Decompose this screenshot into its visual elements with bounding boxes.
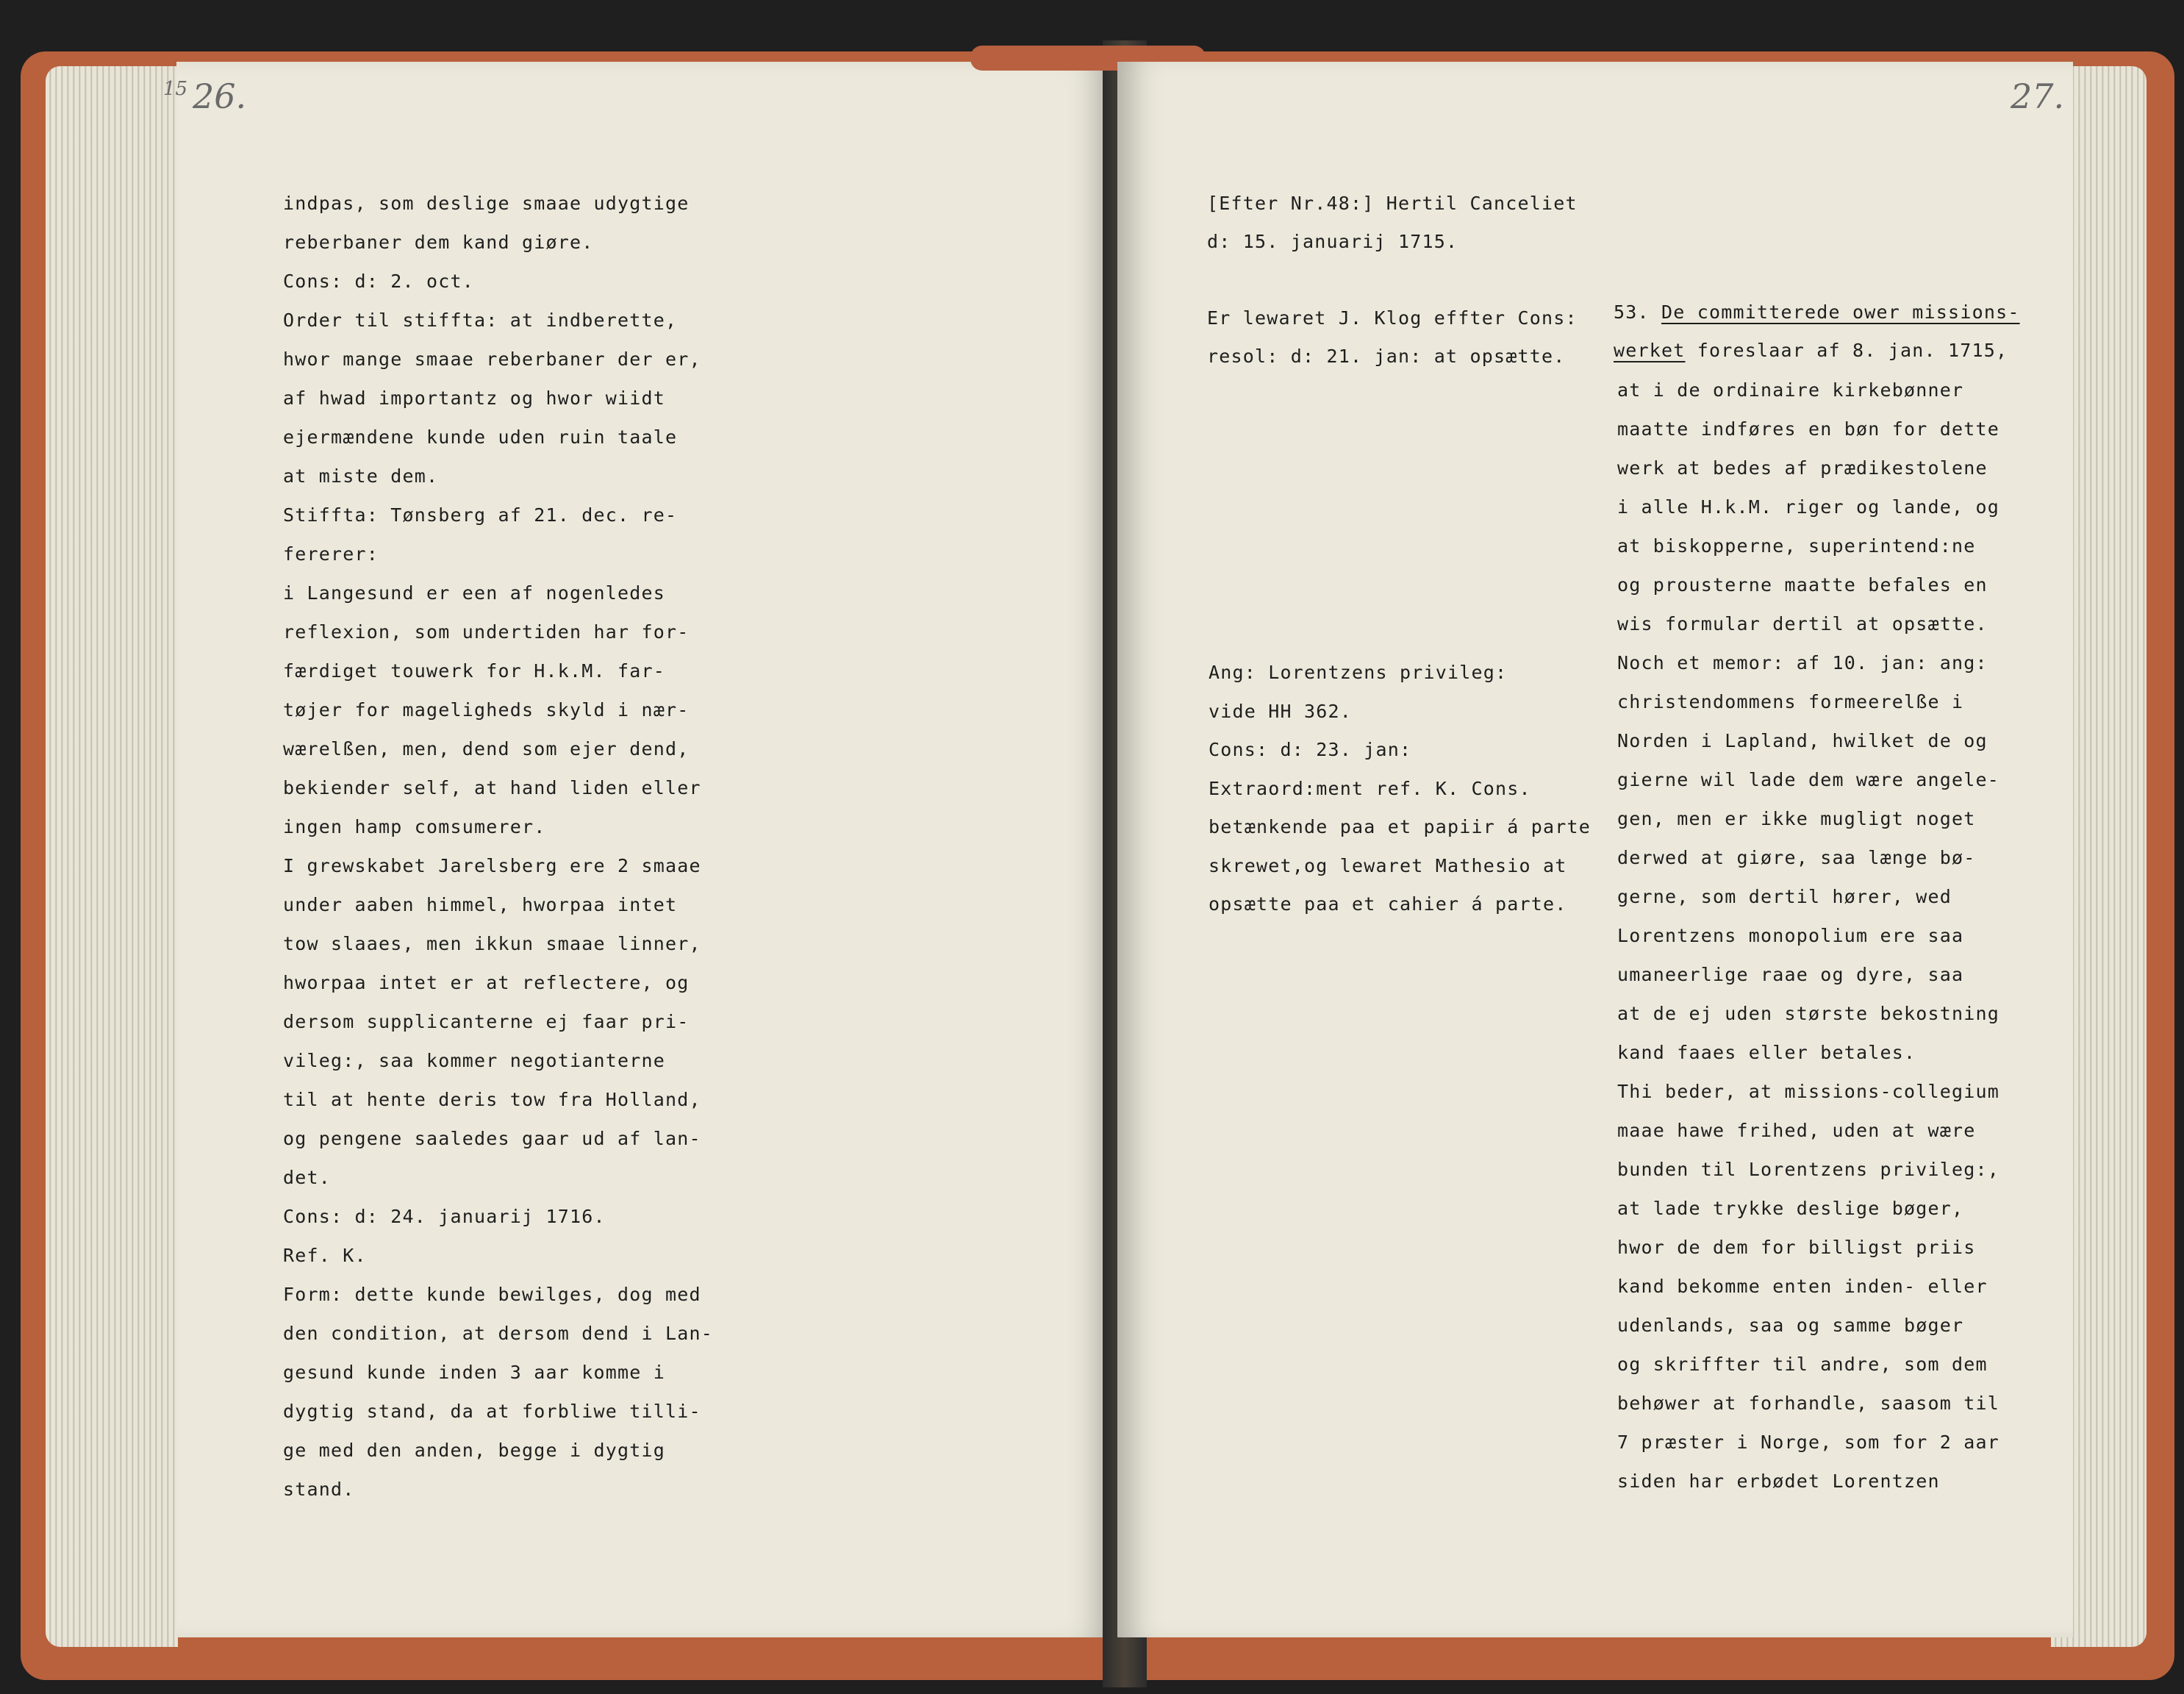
text-line: Noch et memor: af 10. jan: ang: (1617, 652, 1988, 673)
text-line: resol: d: 21. jan: at opsætte. (1207, 346, 1566, 367)
page-edges-left (46, 66, 178, 1647)
text-line: reberbaner dem kand giøre. (283, 232, 594, 253)
text-line: stand. (283, 1479, 355, 1500)
text-line: Extraord:ment ref. K. Cons. (1209, 777, 1531, 799)
page-number-right: 27. (2011, 76, 2065, 116)
text-line: dygtig stand, da at forbliwe tilli- (283, 1401, 701, 1422)
text-line: Cons: d: 23. jan: (1209, 739, 1412, 760)
text-line: til at hente deris tow fra Holland, (283, 1089, 701, 1110)
text-line: hwor de dem for billigst priis (1617, 1237, 1976, 1258)
text-line: det. (283, 1167, 332, 1188)
entry-53-heading (1614, 301, 2020, 323)
text-line: umaneerlige raae og dyre, saa (1617, 964, 1964, 985)
text-line: bunden til Lorentzens privileg:, (1617, 1159, 2000, 1180)
text-line: under aaben himmel, hworpaa intet (283, 894, 678, 915)
text-line: Lorentzens monopolium ere saa (1617, 925, 1964, 946)
text-line: vide HH 362. (1209, 700, 1353, 722)
text-line: Thi beder, at missions-collegium (1617, 1081, 2000, 1102)
text-line: gesund kunde inden 3 aar komme i (283, 1362, 666, 1383)
margin-mark: 15 (163, 78, 188, 100)
text-line: og pengene saaledes gaar ud af lan- (283, 1128, 701, 1149)
text-line: ejermændene kunde uden ruin taale (283, 426, 678, 448)
text-line: ge med den anden, begge i dygtig (283, 1440, 666, 1461)
text-line: hwor mange smaae reberbaner der er, (283, 349, 701, 370)
text-line: ingen hamp comsumerer. (283, 816, 546, 837)
text-line: derwed at giøre, saa længe bø- (1617, 847, 1976, 868)
entry-heading-underlined-2: werket (1614, 340, 1686, 361)
text-line: at miste dem. (283, 465, 439, 487)
right-page (1117, 62, 2073, 1637)
text-line: behøwer at forhandle, saasom til (1617, 1393, 2000, 1414)
text-line: dersom supplicanterne ej faar pri- (283, 1011, 690, 1032)
text-line: fererer: (283, 543, 379, 565)
text-line: wis formular dertil at opsætte. (1617, 613, 1988, 635)
text-line: og prousterne maatte befales en (1617, 574, 1988, 596)
left-page (163, 62, 1111, 1637)
text-line: betænkende paa et papiir á parte (1209, 816, 1592, 837)
text-line: wærelßen, men, dend som ejer dend, (283, 738, 690, 760)
text-line: den condition, at dersom dend i Lan- (283, 1323, 714, 1344)
text-line: kand bekomme enten inden- eller (1617, 1276, 1988, 1297)
text-line: Cons: d: 2. oct. (283, 271, 475, 292)
text-line: at i de ordinaire kirkebønner (1617, 379, 1964, 401)
text-line: Order til stiffta: at indberette, (283, 310, 678, 331)
text-line: Form: dette kunde bewilges, dog med (283, 1284, 701, 1305)
text-line: at lade trykke deslige bøger, (1617, 1198, 1964, 1219)
entry-heading-underlined: De committerede ower missions- (1661, 301, 2020, 323)
text-line: i Langesund er een af nogenledes (283, 582, 666, 604)
entry-number: 53. (1614, 301, 1650, 323)
text-line: maae hawe frihed, uden at wære (1617, 1120, 1976, 1141)
text-line: i alle H.k.M. riger og lande, og (1617, 496, 2000, 518)
text-line: af hwad importantz og hwor wiidt (283, 387, 666, 409)
text-line: skrewet,og lewaret Mathesio at (1209, 854, 1567, 876)
text-line: færdiget touwerk for H.k.M. far- (283, 660, 666, 682)
text-line: gen, men er ikke mugligt noget (1617, 808, 1976, 829)
text-line: og skriffter til andre, som dem (1617, 1354, 1988, 1375)
text-line: hworpaa intet er at reflectere, og (283, 972, 690, 993)
text-line: Stiffta: Tønsberg af 21. dec. re- (283, 504, 678, 526)
text-line: I grewskabet Jarelsberg ere 2 smaae (283, 855, 701, 876)
text-line: Ref. K. (283, 1245, 367, 1266)
text-line: at biskopperne, superintend:ne (1617, 535, 1976, 557)
text-line: Ang: Lorentzens privileg: (1209, 662, 1508, 683)
text-line: gerne, som dertil hører, wed (1617, 886, 1952, 907)
text-line: udenlands, saa og samme bøger (1617, 1315, 1964, 1336)
page-number-left: 26. (193, 76, 247, 116)
text-line: werk at bedes af prædikestolene (1617, 457, 1988, 479)
text-line: vileg:, saa kommer negotianterne (283, 1050, 666, 1071)
text-line: siden har erbødet Lorentzen (1617, 1470, 1940, 1492)
text-line: maatte indføres en bøn for dette (1617, 418, 2000, 440)
text-line: bekiender self, at hand liden eller (283, 777, 701, 798)
text-line: kand faaes eller betales. (1617, 1042, 1916, 1063)
entry-53-heading-line2 (1614, 340, 2008, 361)
text-line: d: 15. januarij 1715. (1207, 231, 1458, 252)
text-line: christendommens formeerelße i (1617, 691, 1964, 712)
text-line: reflexion, som undertiden har for- (283, 621, 690, 643)
text-line: Cons: d: 24. januarij 1716. (283, 1206, 606, 1227)
text-line: Norden i Lapland, hwilket de og (1617, 730, 1988, 751)
text-line: tøjer for mageligheds skyld i nær- (283, 699, 690, 721)
text-line: Er lewaret J. Klog effter Cons: (1207, 307, 1578, 329)
entry-heading-rest: foreslaar af 8. jan. 1715, (1685, 340, 2008, 361)
text-line: [Efter Nr.48:] Hertil Canceliet (1207, 193, 1578, 214)
text-line: at de ej uden største bekostning (1617, 1003, 2000, 1024)
text-line: gierne wil lade dem wære angele- (1617, 769, 2000, 790)
text-line: opsætte paa et cahier á parte. (1209, 893, 1567, 915)
text-line: indpas, som deslige smaae udygtige (283, 193, 690, 214)
text-line: 7 præster i Norge, som for 2 aar (1617, 1432, 2000, 1453)
text-line: tow slaaes, men ikkun smaae linner, (283, 933, 701, 954)
